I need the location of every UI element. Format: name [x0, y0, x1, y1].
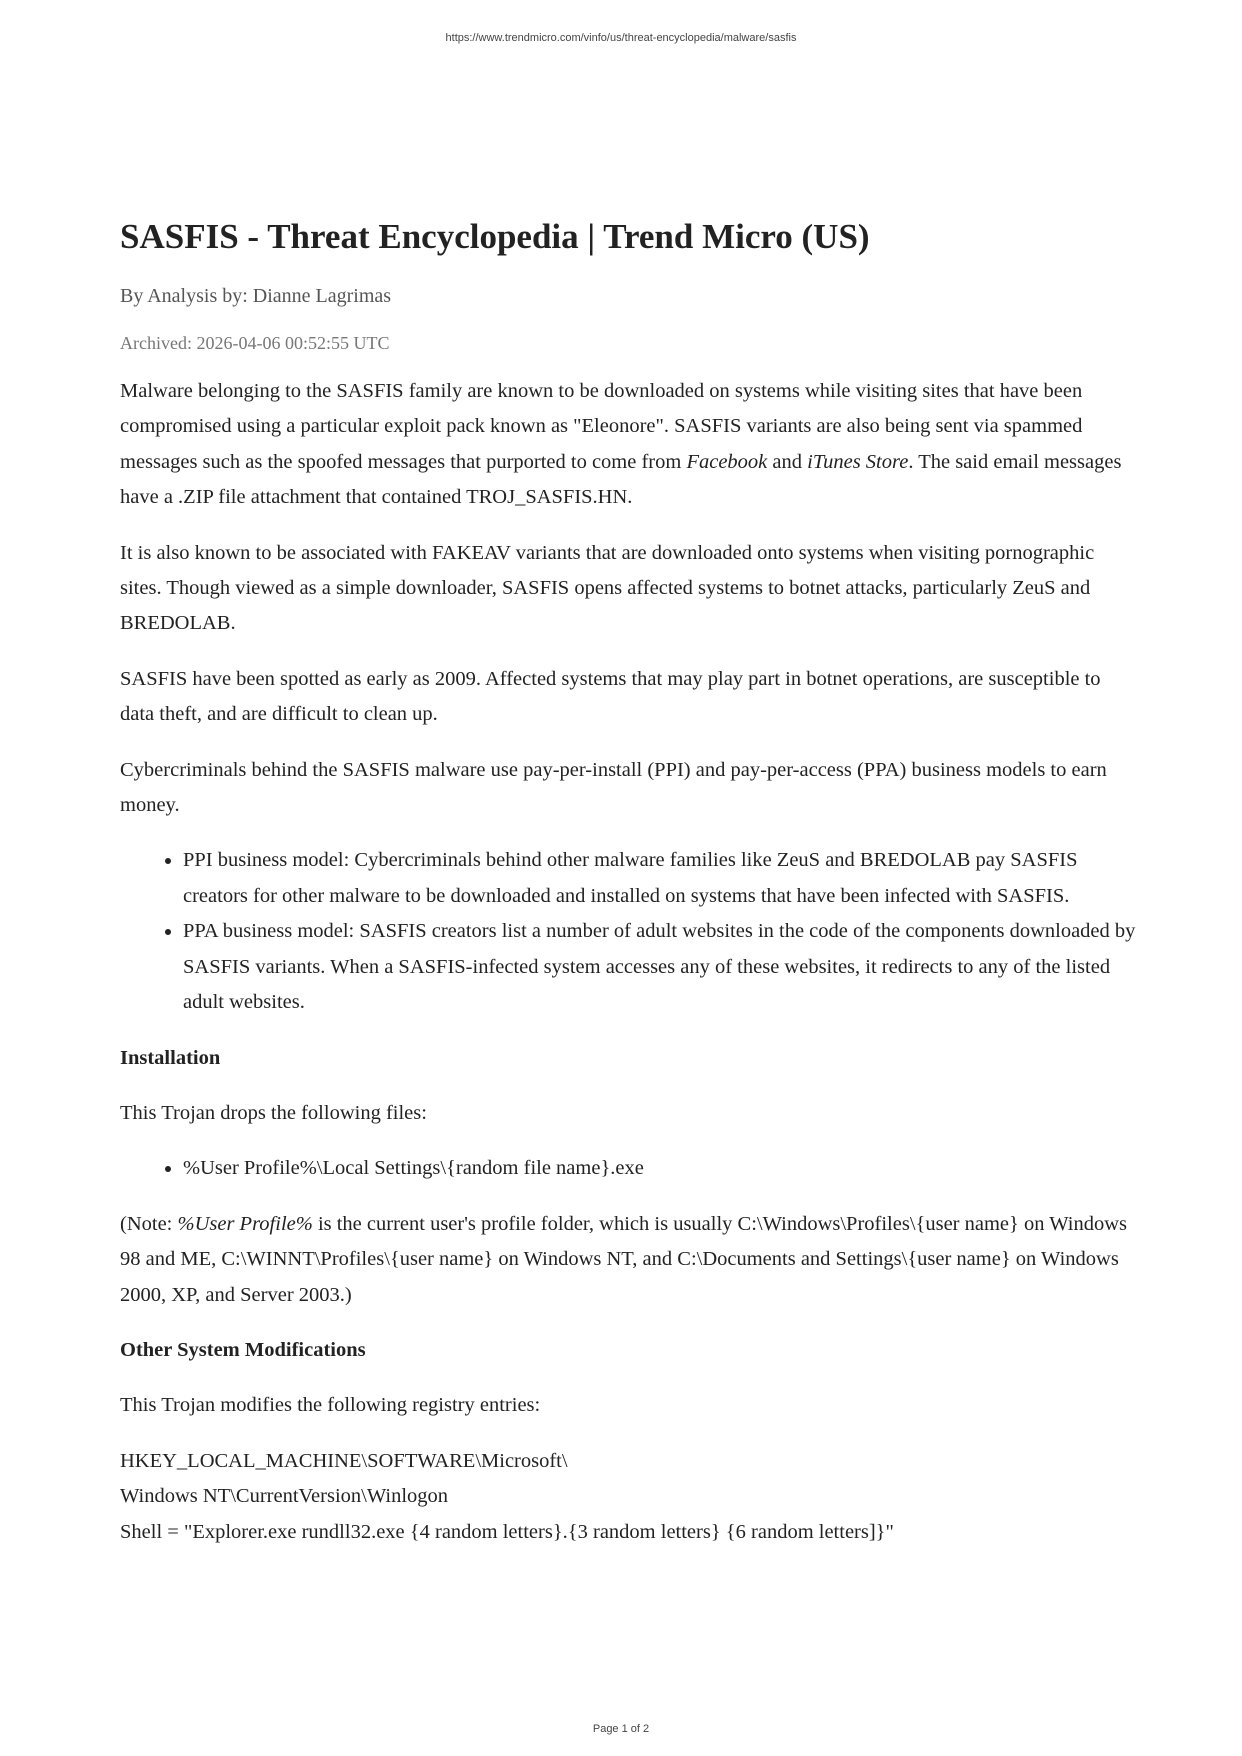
installation-intro: This Trojan drops the following files: — [120, 1101, 427, 1124]
list-item: • PPI business model: Cybercriminals behind other malware families like ZeuS and BREDOLAB pay SASFIS creators for other malware to be downloaded and installed on systems that have been infected with SASFIS. — [183, 843, 1136, 914]
itunes-text: iTunes Store — [807, 450, 909, 473]
text: and — [767, 450, 808, 473]
text: . The said email messages have a .ZIP file attachment that contained TROJ_SASFIS.HN. — [120, 450, 1122, 509]
page-url-header: https://www.trendmicro.com/vinfo/us/threat-encyclopedia/malware/sasfis — [445, 32, 797, 44]
intro-paragraph-1 — [120, 374, 1136, 516]
registry-line: Shell = "Explorer.exe rundll32.exe {4 random letters}.{3 random letters} {6 random letters]}" — [120, 1520, 894, 1543]
intro-paragraph-4: Cybercriminals behind the SASFIS malware use pay-per-install (PPI) and pay-per-access (PPA) business models to earn money. — [120, 758, 1107, 817]
list-item: • PPA business model: SASFIS creators list a number of adult websites in the code of the components downloaded by SASFIS variants. When a SASFIS-infected system accesses any of these websites, it redirects to any of the listed adult websites. — [183, 914, 1136, 1020]
archived-timestamp: Archived: 2026-04-06 00:52:55 UTC — [120, 333, 390, 353]
text: Malware belonging to the SASFIS family are known to be downloaded on systems while visiting sites that have been compromised using a particular exploit pack known as "Eleonore". SASFIS variants are also being sent via spammed messages such as the spoofed messages that purported to come from — [120, 380, 1083, 473]
modifications-heading: Other System Modifications — [120, 1338, 366, 1361]
byline: By Analysis by: Dianne Lagrimas — [120, 285, 392, 307]
business-models-list — [120, 843, 1136, 1020]
registry-line: HKEY_LOCAL_MACHINE\SOFTWARE\Microsoft\ — [120, 1449, 568, 1472]
list-item: • %User Profile%\Local Settings\{random file name}.exe — [183, 1151, 1136, 1186]
page-title: SASFIS - Threat Encyclopedia | Trend Micro (US) — [120, 217, 870, 256]
registry-entries — [120, 1444, 1136, 1550]
page-number: Page 1 of 2 — [592, 1723, 650, 1735]
intro-paragraph-3: SASFIS have been spotted as early as 2009. Affected systems that may play part in botnet operations, are susceptible to data theft, and are difficult to clean up. — [120, 667, 1101, 726]
text: is the current user's profile folder, which is usually C:\Windows\Profiles\{user name} on Windows 98 and ME, C:\WINNT\Profiles\{user name} on Windows NT, and C:\Documents and Settings\{user name} on Windows 2000, XP, and Server 2003.) — [120, 1212, 1128, 1306]
installation-note — [120, 1207, 1136, 1313]
facebook-text: Facebook — [686, 450, 768, 473]
text: (Note: — [120, 1212, 178, 1235]
intro-paragraph-2: It is also known to be associated with FAKEAV variants that are downloaded onto systems when visiting pornographic sites. Though viewed as a simple downloader, SASFIS opens affected systems to botnet attacks, particularly ZeuS and BREDOLAB. — [120, 541, 1095, 635]
dropped-files-list — [120, 1151, 1136, 1186]
registry-line: Windows NT\CurrentVersion\Winlogon — [120, 1485, 449, 1508]
modifications-intro: This Trojan modifies the following registry entries: — [120, 1394, 541, 1417]
user-profile-var: %User Profile% — [177, 1212, 313, 1235]
article — [120, 214, 1136, 1550]
installation-heading: Installation — [120, 1046, 221, 1069]
